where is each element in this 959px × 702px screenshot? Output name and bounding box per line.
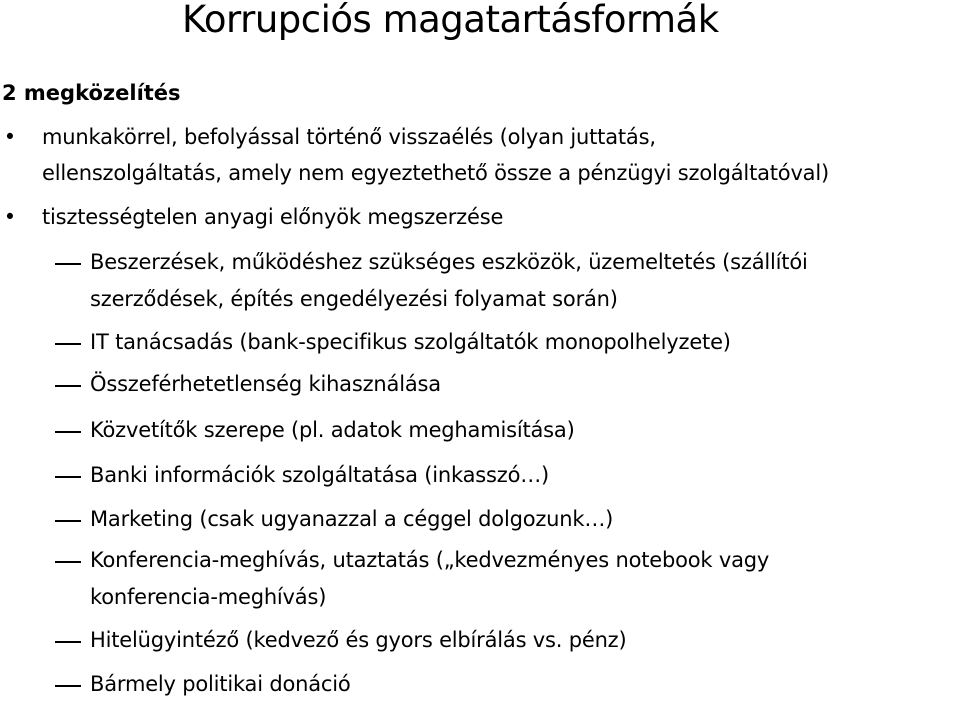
bullet-text-line: munkakörrel, befolyással történő visszaélés (olyan juttatás, bbox=[42, 125, 656, 149]
sub-item-text-line: Közvetítők szerepe (pl. adatok meghamisítása) bbox=[90, 418, 575, 442]
sub-item-text-line: Beszerzések, működéshez szükséges eszközök, üzemeltetés (szállítói bbox=[90, 250, 808, 274]
bullet-text-line: tisztességtelen anyagi előnyök megszerzése bbox=[42, 205, 504, 229]
sub-item-text-line: Bármely politikai donáció bbox=[90, 672, 351, 696]
dash-icon bbox=[55, 385, 81, 387]
dash-icon bbox=[55, 476, 81, 478]
dash-icon bbox=[55, 343, 81, 345]
sub-item-text-line: Hitelügyintéző (kedvező és gyors elbírálás vs. pénz) bbox=[90, 628, 627, 652]
sub-item-text-line: Marketing (csak ugyanazzal a céggel dolgozunk…) bbox=[90, 507, 614, 531]
sub-item-text-line: Konferencia-meghívás, utaztatás („kedvezményes notebook vagy bbox=[90, 548, 770, 572]
sub-item-text-line: Összeférhetetlenség kihasználása bbox=[90, 372, 441, 396]
sub-item-text-line: IT tanácsadás (bank-specifikus szolgáltatók monopolhelyzete) bbox=[90, 330, 731, 354]
dash-icon bbox=[55, 685, 81, 687]
bullet-dot-icon: • bbox=[3, 205, 17, 229]
sub-item-text-line: szerződések, építés engedélyezési folyamat során) bbox=[90, 287, 618, 311]
bullet-text-line: ellenszolgáltatás, amely nem egyeztethető össze a pénzügyi szolgáltatóval) bbox=[42, 161, 829, 185]
sub-item-text-line: konferencia-meghívás) bbox=[90, 585, 327, 609]
dash-icon bbox=[55, 431, 81, 433]
dash-icon bbox=[55, 641, 81, 643]
slide-subtitle: 2 megközelítés bbox=[2, 81, 181, 105]
dash-icon bbox=[55, 520, 81, 522]
dash-icon bbox=[55, 263, 81, 265]
dash-icon bbox=[55, 561, 81, 563]
bullet-dot-icon: • bbox=[3, 125, 17, 149]
sub-item-text-line: Banki információk szolgáltatása (inkasszó…) bbox=[90, 463, 550, 487]
slide-title: Korrupciós magatartásformák bbox=[182, 0, 719, 41]
